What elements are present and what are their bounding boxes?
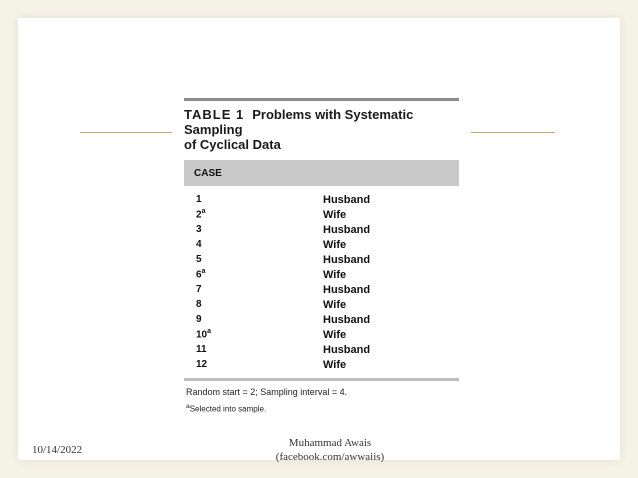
case-number: 6$^a$ [196,268,206,281]
table-figure [184,98,459,414]
author-name: Muhammad Awais [288,437,372,449]
table-header [184,160,459,186]
case-value: Husband [323,253,371,266]
case-number: 9 [196,314,202,325]
case-value: Husband [323,283,371,296]
table-title [184,107,459,152]
case-number: 2$^a$ [196,208,206,221]
table-label: TABLE 1 [184,107,245,122]
table-row [184,237,459,252]
case-value: Husband [323,343,371,356]
case-number: 7 [196,284,202,295]
decorative-line-left [80,132,172,133]
bottom-rule [184,378,459,381]
footnote-text: Selected into sample. [189,404,267,414]
table-row [184,252,459,267]
case-value: Wife [323,328,347,341]
table-note: Random start = 2; Sampling interval = 4. [186,387,348,397]
selected-marker: a [201,208,206,216]
top-rule [184,98,459,101]
table-footnote: $^a$Selected into sample. [186,403,267,414]
case-number: 12 [196,359,208,370]
selected-marker: a [207,328,212,336]
column-header-case: CASE [194,167,222,179]
case-number: 4 [196,239,202,250]
author-link: (facebook.com/awwaiis) [275,451,385,463]
table-row [184,327,459,342]
case-number: 11 [196,344,207,355]
case-value: Husband [323,313,371,326]
table-body [184,192,459,372]
case-value: Husband [323,193,371,206]
case-value: Wife [323,238,347,251]
table-title-line1: Problems with Systematic Sampling [184,107,414,137]
case-number: 1 [196,194,202,205]
table-row [184,357,459,372]
table-row [184,342,459,357]
table-row [184,267,459,282]
case-value: Wife [323,358,347,371]
table-row [184,282,459,297]
case-number: 10$^a$ [196,328,212,341]
case-value: Wife [323,268,347,281]
case-number: 3 [196,224,202,235]
case-value: Wife [323,208,347,221]
table-row [184,312,459,327]
table-title-line2: of Cyclical Data [184,137,281,152]
table-row [184,222,459,237]
selected-marker: a [201,268,206,276]
footer-date: 10/14/2022 [32,444,83,456]
decorative-line-right [471,132,555,133]
case-number: 8 [196,299,202,310]
slide [18,18,620,463]
case-number: 5 [196,254,202,265]
footer-author [250,436,410,464]
case-value: Wife [323,298,347,311]
table-row [184,207,459,222]
table-row [184,192,459,207]
table-row [184,297,459,312]
case-value: Husband [323,223,371,236]
